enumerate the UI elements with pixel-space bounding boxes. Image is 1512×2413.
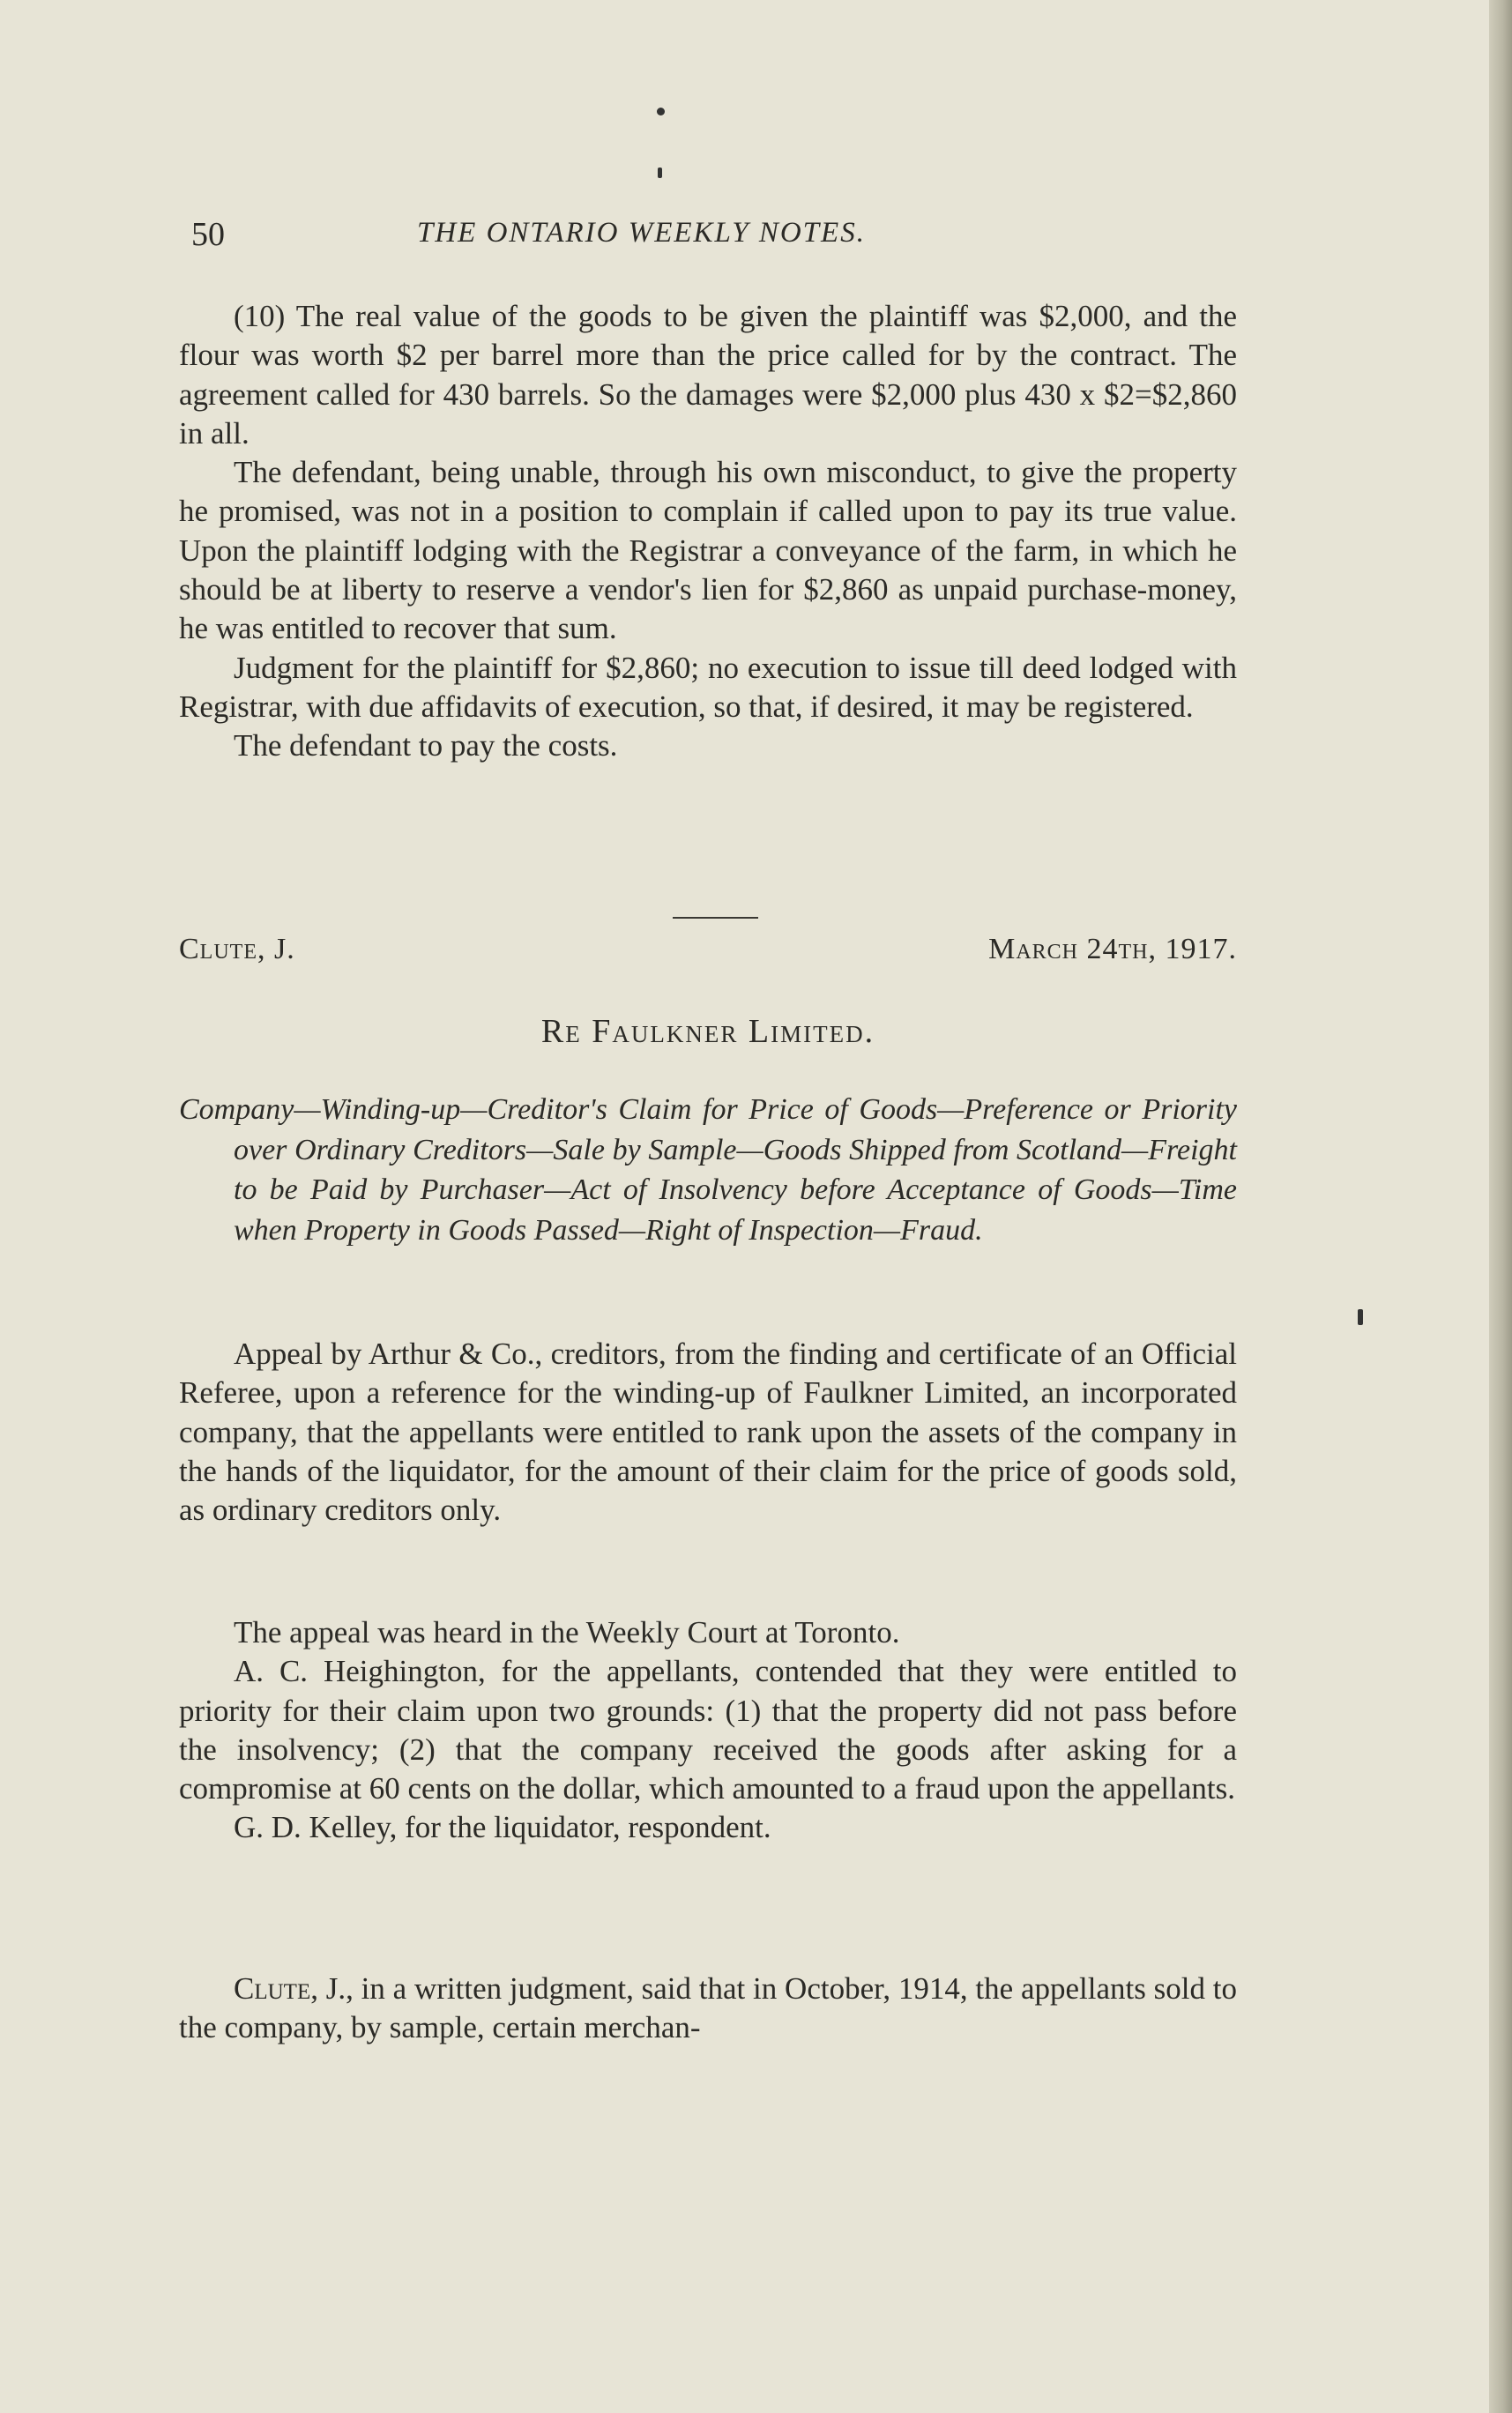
paragraph: (10) The real value of the goods to be given the plaintiff was $2,000, and the flour was worth $2 per barrel more than the price called for by the contract. The agreement called for 430 barrels. So the damages were $2,000 plus 430 x $2=$2,860 in all. (179, 299, 1237, 451)
ink-speck (1358, 1309, 1363, 1325)
judge-name: Clute, J. (179, 933, 295, 965)
page-header (179, 215, 1237, 259)
paragraph: Appeal by Arthur & Co., creditors, from the finding and certificate of an Official Referee, upon a reference for the winding-up of Faulkner Limited, an incorporated company, that the appellants were entitled to rank upon the assets of the company in the hands of the liquidator, for the amount of their claim for the price of goods sold, as ordinary creditors only. (179, 1337, 1237, 1528)
case-title: Re Faulkner Limited. (540, 1013, 875, 1050)
paragraph: The appeal was heard in the Weekly Court at Toronto. (234, 1615, 900, 1650)
case-judge-line (179, 933, 1237, 972)
hearing-block (179, 1613, 1237, 1848)
ink-speck (658, 168, 662, 178)
running-head: THE ONTARIO WEEKLY NOTES. (417, 217, 866, 249)
judge-name-inline: Clute, J. (234, 1971, 346, 2006)
page-edge-shadow (1489, 0, 1512, 2413)
judgment-text: , in a written judgment, said that in October, 1914, the appellants sold to the company, by sample, certain merchan- (179, 1971, 1237, 2045)
judgment-date: March 24th, 1917. (988, 933, 1237, 965)
ink-speck (657, 108, 665, 115)
paragraph (179, 1970, 1237, 2048)
case-headnote: Company—Winding-up—Creditor's Claim for Price of Goods—Preference or Priority over Ordinary Creditors—Sale by Sample—Goods Shipped from Scotland—Freight to be Paid by Purchaser—Act of Insolvency before Acceptance of Goods—Time when Property in Goods Passed—Right of Inspection—Fraud. (179, 1093, 1237, 1247)
page-number: 50 (191, 216, 225, 253)
section-divider (673, 917, 758, 919)
paragraph: G. D. Kelley, for the liquidator, respondent. (234, 1810, 771, 1845)
paragraph: Judgment for the plaintiff for $2,860; no execution to issue till deed lodged with Registrar, with due affidavits of execution, so that, if desired, it may be registered. (179, 650, 1237, 724)
paragraph: A. C. Heighington, for the appellants, contended that they were entitled to priority for their claim upon two grounds: (1) that the property did not pass before the insolvency; (2) that the company received the goods after asking for a compromise at 60 cents on the dollar, which amounted to a fraud upon the appellants. (179, 1654, 1237, 1806)
paragraph: The defendant, being unable, through his own misconduct, to give the property he promised, was not in a position to complain if called upon to pay its true value. Upon the plaintiff lodging with the Registrar a conveyance of the farm, in which he should be at liberty to reserve a vendor's lien for $2,860 as unpaid purchase-money, he was entitled to recover that sum. (179, 455, 1237, 646)
judgment-block (179, 1970, 1237, 2048)
paragraph: The defendant to pay the costs. (234, 728, 618, 763)
continued-judgment (179, 297, 1237, 766)
appeal-paragraph-block (179, 1335, 1237, 1530)
